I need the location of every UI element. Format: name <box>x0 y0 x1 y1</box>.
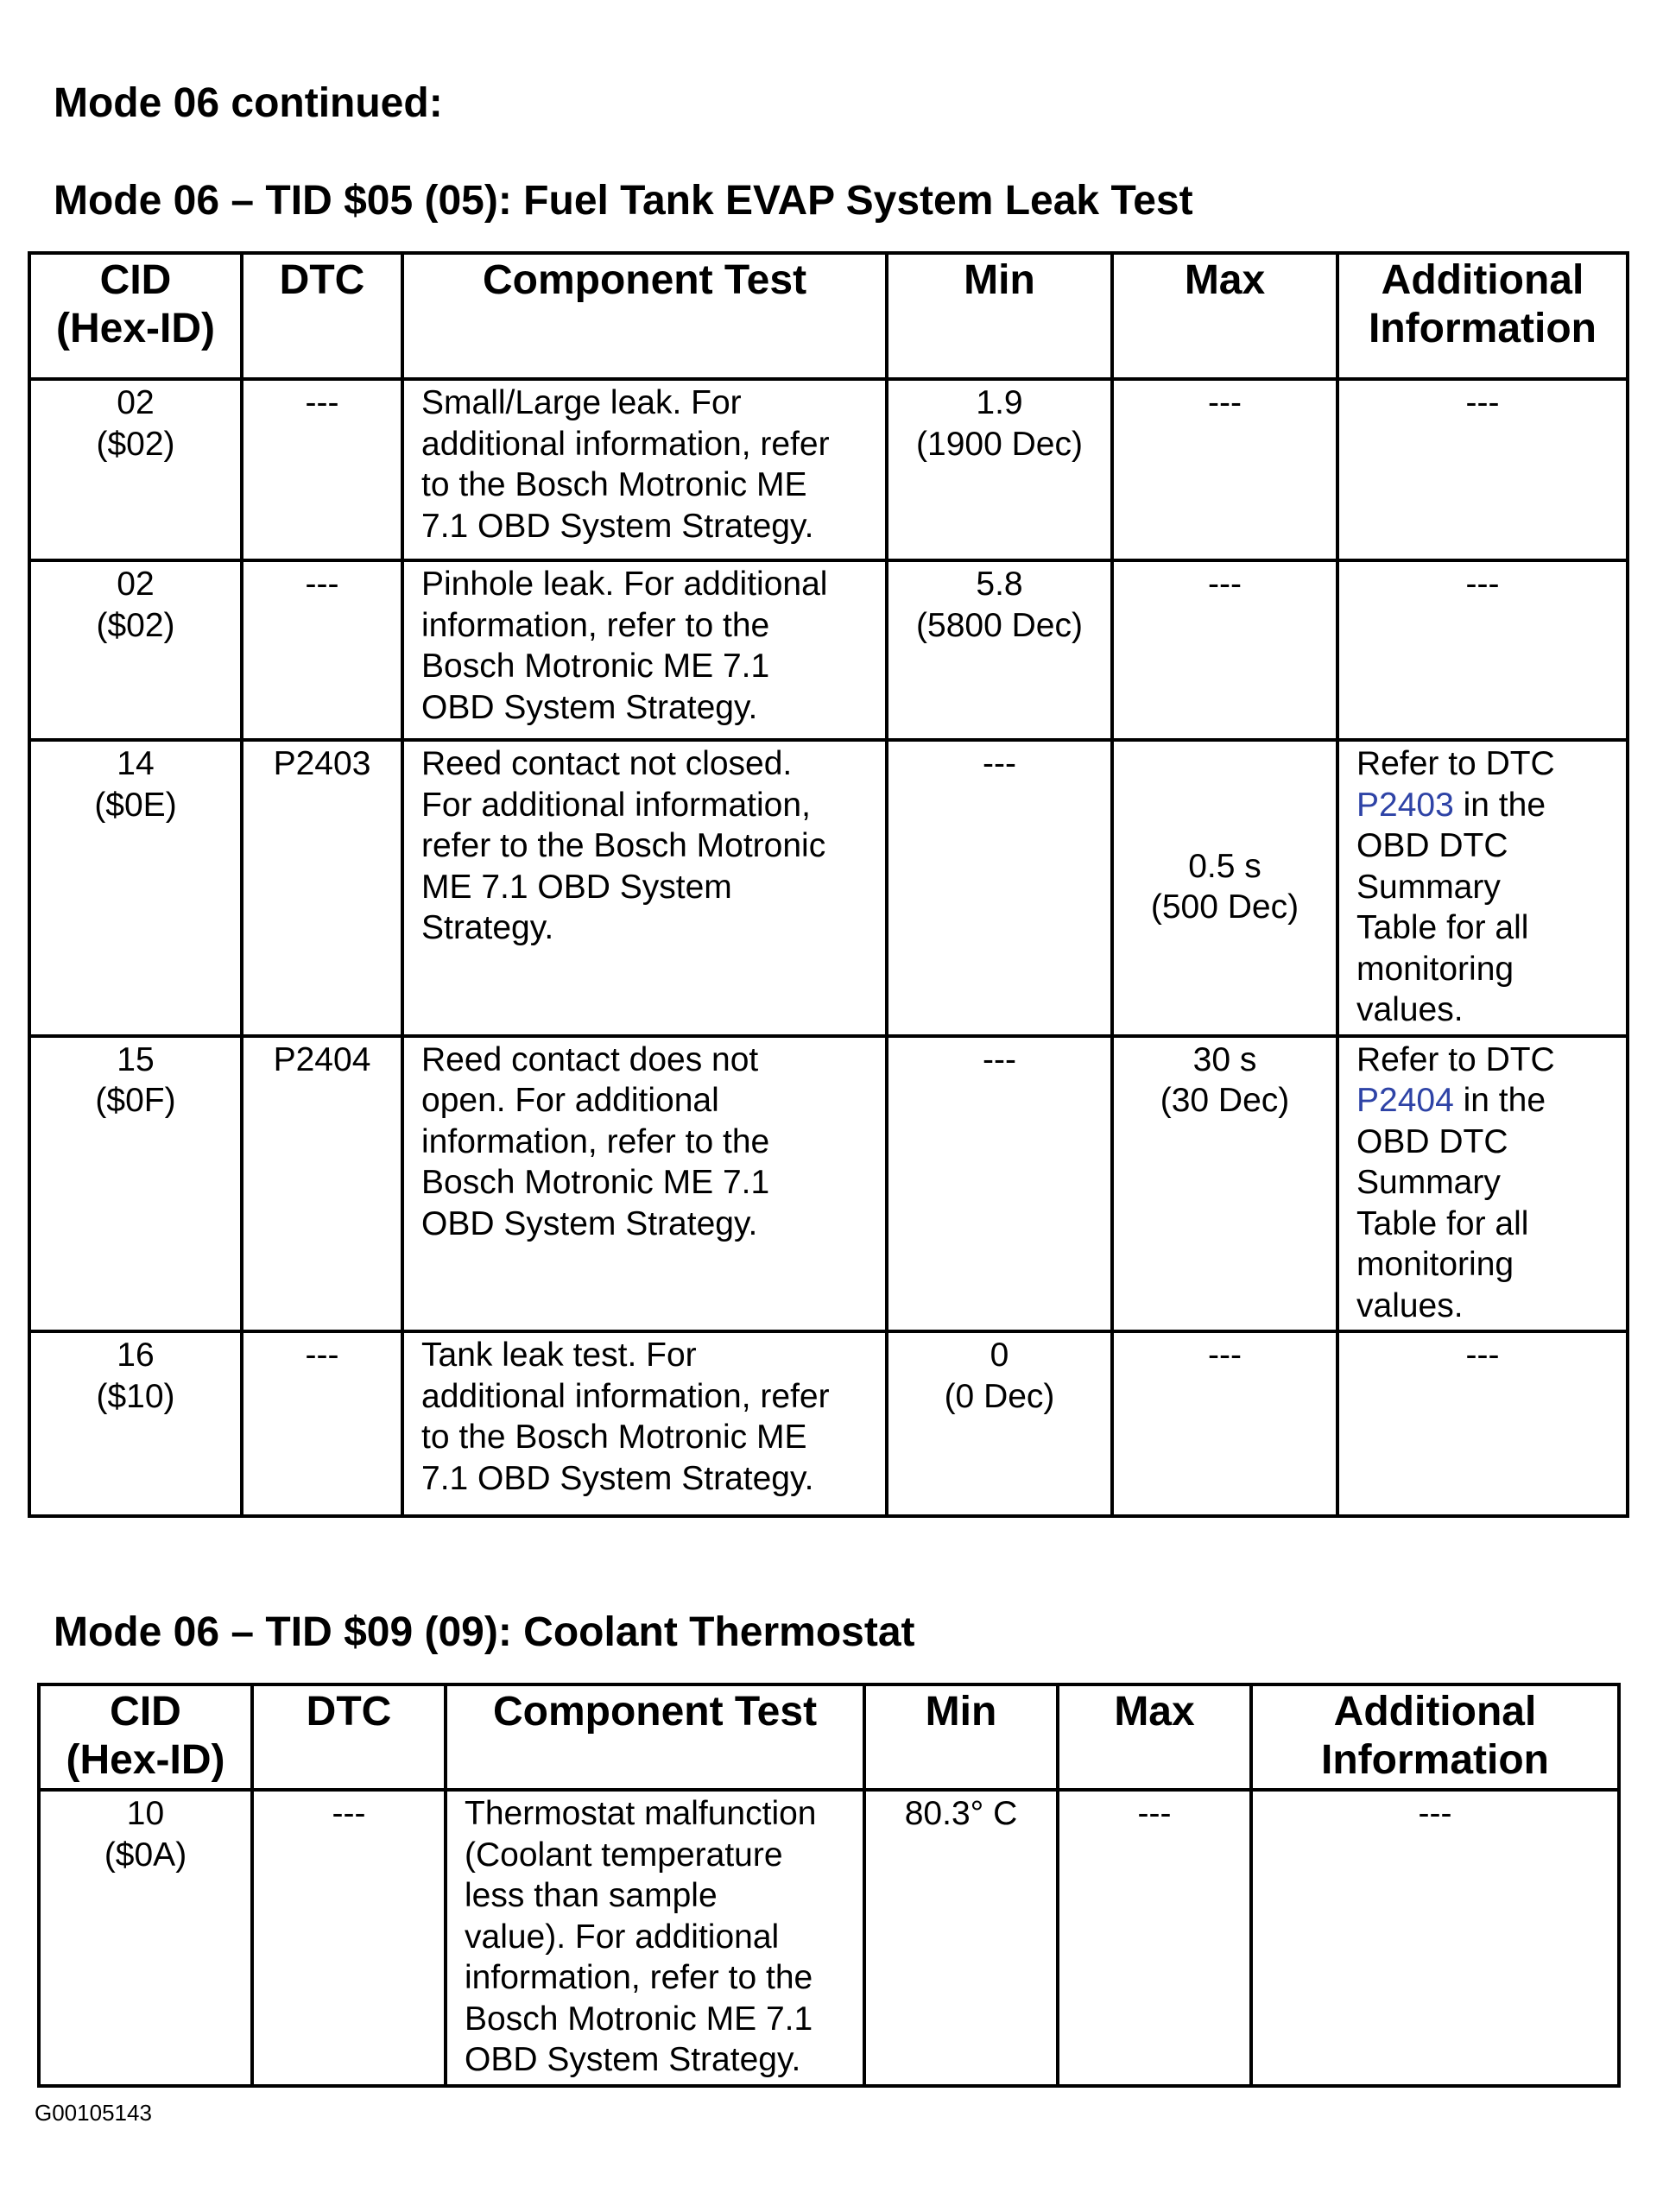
info-suffix: in the <box>1453 786 1546 824</box>
max-cell <box>1112 740 1337 1036</box>
component-test-text: Thermostat malfunction <box>465 1795 817 1832</box>
table-row <box>29 379 1628 560</box>
header-label: Information <box>1321 1737 1549 1783</box>
header-component-test <box>402 253 887 379</box>
min-value: 80.3° C <box>904 1795 1018 1832</box>
cid-value: 15 <box>117 1040 155 1078</box>
component-test-text: (Coolant temperature <box>465 1836 783 1874</box>
additional-info-text: Summary <box>1356 868 1501 906</box>
max-value: --- <box>1208 1337 1242 1374</box>
table-row <box>29 740 1628 1036</box>
header-label: DTC <box>279 257 365 303</box>
component-test-text: Bosch Motronic ME 7.1 <box>421 648 770 685</box>
header-additional-info <box>1251 1684 1619 1790</box>
component-test-cell <box>402 740 887 1036</box>
fuel-tank-evap-table <box>28 251 1629 1518</box>
info-prefix: Refer to DTC <box>1356 745 1555 782</box>
component-test-cell <box>402 1036 887 1332</box>
header-additional-info <box>1337 253 1628 379</box>
dtc-cell <box>252 1790 446 2086</box>
coolant-thermostat-table <box>37 1683 1621 2088</box>
cid-value: ($02) <box>96 606 175 644</box>
component-test-text: Small/Large leak. For <box>421 384 742 421</box>
header-label: Max <box>1184 257 1266 303</box>
dtc-value: --- <box>332 1795 366 1832</box>
min-value: (5800 Dec) <box>916 606 1083 644</box>
min-cell <box>887 560 1112 740</box>
continued-title: Mode 06 continued: <box>54 80 443 126</box>
component-test-text: to the Bosch Motronic ME <box>421 466 807 503</box>
additional-info-text: --- <box>1465 1337 1500 1374</box>
dtc-value: P2404 <box>273 1040 371 1078</box>
additional-info-text: --- <box>1418 1795 1452 1832</box>
header-label: Component Test <box>492 1689 818 1735</box>
min-cell <box>887 740 1112 1036</box>
additional-info-text: Table for all <box>1356 909 1529 946</box>
component-test-text: Reed contact does not <box>421 1040 759 1078</box>
component-test-text: additional information, refer <box>421 425 830 463</box>
header-label: (Hex-ID) <box>55 306 215 351</box>
dtc-value: --- <box>305 566 339 603</box>
additional-info-cell <box>1337 1331 1628 1516</box>
header-label: CID <box>99 257 172 303</box>
component-test-text: Tank leak test. For <box>421 1337 697 1374</box>
component-test-text: ME 7.1 OBD System <box>421 868 732 906</box>
additional-info-text: values. <box>1356 991 1464 1028</box>
header-label: Min <box>925 1689 997 1735</box>
header-label: (Hex-ID) <box>66 1737 225 1783</box>
header-label: Max <box>1114 1689 1195 1735</box>
dtc-value: P2403 <box>273 745 371 782</box>
max-cell <box>1112 1036 1337 1332</box>
cid-cell <box>39 1790 252 2086</box>
component-test-text: OBD System Strategy. <box>465 2041 801 2078</box>
component-test-text: open. For additional <box>421 1082 719 1119</box>
cid-value: 10 <box>126 1795 165 1832</box>
component-test-text: Reed contact not closed. <box>421 745 793 782</box>
table1-title: Mode 06 – TID $05 (05): Fuel Tank EVAP System Leak Test <box>54 178 1193 224</box>
header-dtc <box>252 1684 446 1790</box>
additional-info-cell <box>1337 379 1628 560</box>
min-cell <box>887 1331 1112 1516</box>
component-test-text: additional information, refer <box>421 1377 830 1415</box>
min-cell <box>887 1036 1112 1332</box>
component-test-text: 7.1 OBD System Strategy. <box>421 1459 814 1497</box>
max-value: --- <box>1208 566 1242 603</box>
header-label: Additional <box>1333 1689 1537 1735</box>
cid-cell <box>29 740 242 1036</box>
header-label: Additional <box>1381 257 1584 303</box>
component-test-text: Pinhole leak. For additional <box>421 566 828 603</box>
additional-info-cell <box>1337 1036 1628 1332</box>
header-component-test <box>446 1684 864 1790</box>
header-max <box>1058 1684 1251 1790</box>
component-test-text: value). For additional <box>465 1918 780 1956</box>
max-value: 0.5 s <box>1188 847 1261 885</box>
min-value: 1.9 <box>976 384 1023 421</box>
component-test-text: to the Bosch Motronic ME <box>421 1419 807 1456</box>
dtc-reference-link[interactable]: P2404 <box>1356 1082 1454 1119</box>
header-label: Component Test <box>482 257 807 303</box>
header-cid <box>29 253 242 379</box>
max-value: 30 s <box>1192 1040 1257 1078</box>
min-cell <box>864 1790 1058 2086</box>
max-cell <box>1112 379 1337 560</box>
additional-info-text: monitoring <box>1356 950 1514 988</box>
cid-value: ($10) <box>96 1377 175 1415</box>
dtc-value: --- <box>305 1337 339 1374</box>
additional-info-text: --- <box>1465 384 1500 421</box>
dtc-value: --- <box>305 384 339 421</box>
table-row <box>29 1036 1628 1332</box>
cid-value: 02 <box>117 384 155 421</box>
header-label: Information <box>1369 306 1597 351</box>
min-cell <box>887 379 1112 560</box>
dtc-reference-link[interactable]: P2403 <box>1356 786 1454 824</box>
cid-value: 14 <box>117 745 155 782</box>
component-test-cell <box>402 379 887 560</box>
max-cell <box>1112 1331 1337 1516</box>
component-test-text: Strategy. <box>421 909 554 946</box>
cid-value: 16 <box>117 1337 155 1374</box>
cid-value: 02 <box>117 566 155 603</box>
component-test-text: OBD System Strategy. <box>421 688 758 726</box>
cid-value: ($0E) <box>94 786 177 824</box>
additional-info-text: --- <box>1465 566 1500 603</box>
header-label: Min <box>964 257 1035 303</box>
cid-cell <box>29 560 242 740</box>
table-row <box>39 1790 1619 2086</box>
additional-info-text: Summary <box>1356 1164 1501 1201</box>
component-test-text: information, refer to the <box>465 1959 813 1996</box>
component-test-text: For additional information, <box>421 786 811 824</box>
component-test-text: information, refer to the <box>421 1122 770 1160</box>
cid-value: ($02) <box>96 425 175 463</box>
dtc-cell <box>242 740 402 1036</box>
document-id: G00105143 <box>35 2100 152 2126</box>
info-suffix: in the <box>1453 1082 1546 1119</box>
component-test-text: refer to the Bosch Motronic <box>421 827 826 864</box>
component-test-text: information, refer to the <box>421 606 770 644</box>
cid-cell <box>29 379 242 560</box>
table2-title: Mode 06 – TID $09 (09): Coolant Thermostat <box>54 1609 915 1655</box>
additional-info-cell <box>1251 1790 1619 2086</box>
min-value: (1900 Dec) <box>916 425 1083 463</box>
header-max <box>1112 253 1337 379</box>
additional-info-text: Table for all <box>1356 1204 1529 1242</box>
header-cid <box>39 1684 252 1790</box>
component-test-text: less than sample <box>465 1877 718 1914</box>
component-test-cell <box>402 1331 887 1516</box>
table-header-row <box>39 1684 1619 1790</box>
additional-info-text <box>1356 1040 1617 1122</box>
info-prefix: Refer to DTC <box>1356 1040 1555 1078</box>
min-value: (0 Dec) <box>944 1377 1055 1415</box>
component-test-cell <box>446 1790 864 2086</box>
additional-info-cell <box>1337 560 1628 740</box>
cid-value: ($0F) <box>95 1082 176 1119</box>
header-label: CID <box>110 1689 181 1735</box>
additional-info-text: OBD DTC <box>1356 827 1508 864</box>
dtc-cell <box>242 379 402 560</box>
max-value: --- <box>1208 384 1242 421</box>
dtc-cell <box>242 1331 402 1516</box>
dtc-cell <box>242 1036 402 1332</box>
min-value: 5.8 <box>976 566 1023 603</box>
component-test-text: Bosch Motronic ME 7.1 <box>465 2000 813 2038</box>
table-row <box>29 560 1628 740</box>
cid-cell <box>29 1331 242 1516</box>
cid-cell <box>29 1036 242 1332</box>
min-value: --- <box>983 745 1016 782</box>
table-row <box>29 1331 1628 1516</box>
header-label: DTC <box>306 1689 392 1735</box>
component-test-text: 7.1 OBD System Strategy. <box>421 507 814 545</box>
dtc-cell <box>242 560 402 740</box>
min-value: 0 <box>990 1337 1009 1374</box>
additional-info-cell <box>1337 740 1628 1036</box>
additional-info-text <box>1356 743 1617 825</box>
header-min <box>864 1684 1058 1790</box>
min-value: --- <box>983 1040 1016 1078</box>
additional-info-text: OBD DTC <box>1356 1122 1508 1160</box>
component-test-text: Bosch Motronic ME 7.1 <box>421 1164 770 1201</box>
max-value: (30 Dec) <box>1160 1082 1290 1119</box>
max-cell <box>1058 1790 1251 2086</box>
component-test-cell <box>402 560 887 740</box>
max-value: (500 Dec) <box>1150 888 1299 926</box>
max-value: --- <box>1137 1795 1172 1832</box>
header-min <box>887 253 1112 379</box>
table-header-row <box>29 253 1628 379</box>
max-cell <box>1112 560 1337 740</box>
cid-value: ($0A) <box>104 1836 187 1874</box>
additional-info-text: values. <box>1356 1286 1464 1324</box>
component-test-text: OBD System Strategy. <box>421 1204 758 1242</box>
header-dtc <box>242 253 402 379</box>
additional-info-text: monitoring <box>1356 1246 1514 1283</box>
